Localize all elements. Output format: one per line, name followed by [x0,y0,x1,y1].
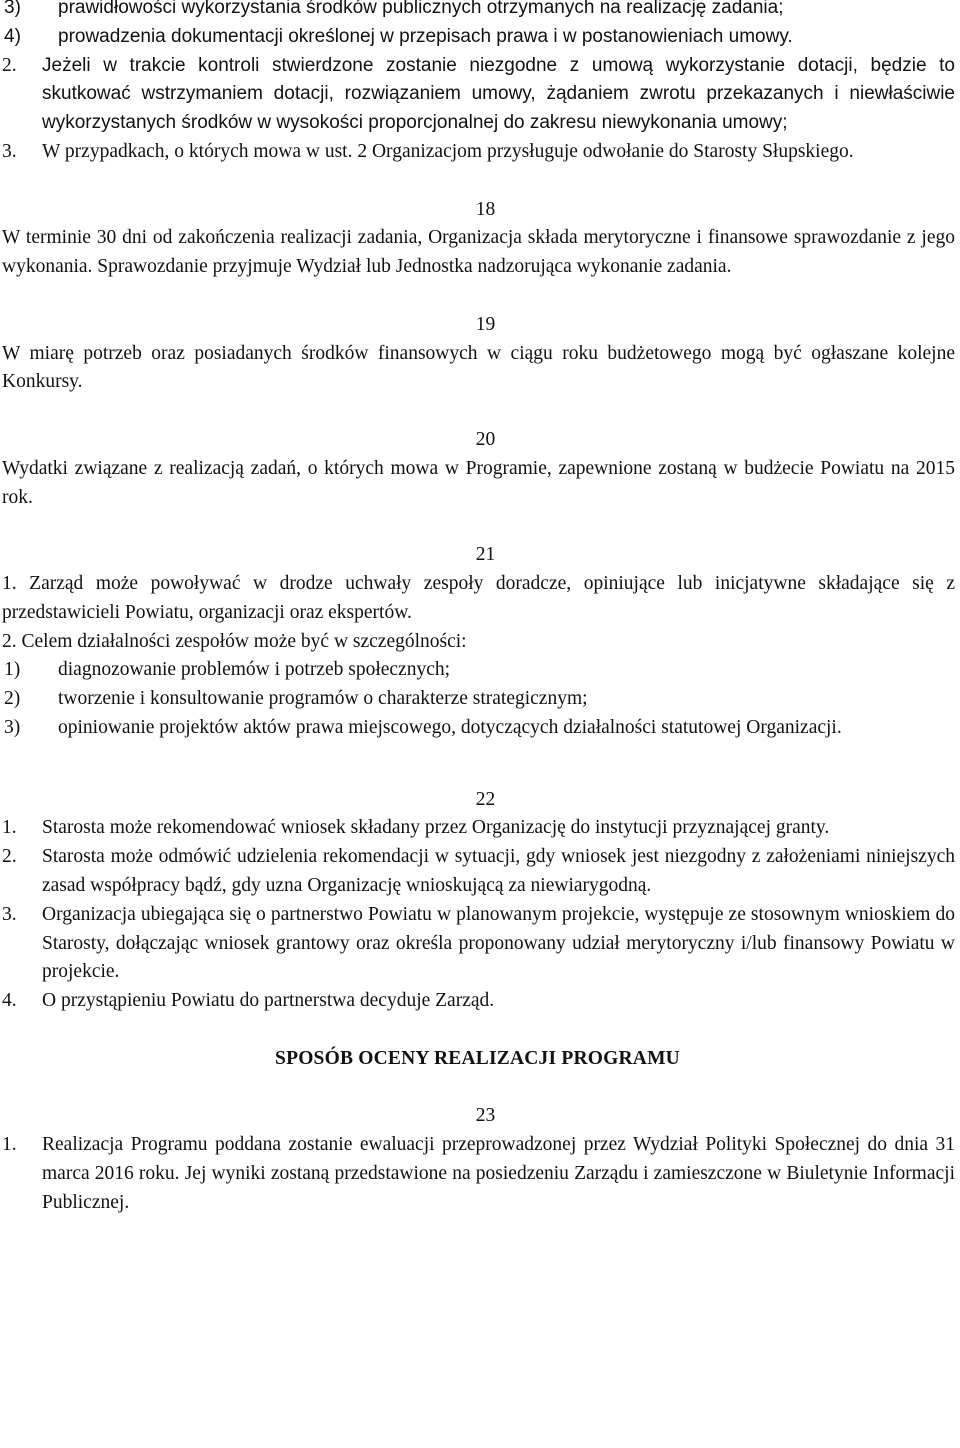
item-text: diagnozowanie problemów i potrzeb społecznych; [58,659,451,681]
list-item [0,901,955,987]
item-number: 1) [4,659,21,681]
spacer [0,1073,955,1102]
list-item [0,714,955,743]
item-text: Realizacja Programu poddana zostanie ewaluacji przeprowadzonej przez Wydział Polityki Społecznej do dnia 31 marca 2016 roku. Jej wyniki zostaną przedstawione na posiedzeniu Zarządu i zamieszczone w Biuletynie Informacji Publicznej. [42,1134,955,1213]
list-item [0,987,955,1016]
item-text: prawidłowości wykorzystania środków publicznych otrzymanych na realizację zadania; [58,0,784,18]
section-text-20: Wydatki związane z realizacją zadań, o których mowa w Programie, zapewnione zostaną w budżecie Powiatu na 2015 rok. [2,457,955,508]
section-title-18: 18 [475,198,496,220]
spacer [0,743,955,772]
item-text: O przystąpieniu Powiatu do partnerstwa decyduje Zarząd. [42,990,495,1012]
list-item [0,52,955,138]
item-number: 1. [2,817,17,839]
section-title-20: 20 [475,428,496,450]
section-text-18: W terminie 30 dni od zakończenia realizacji zadania, Organizacja składa merytoryczne i finansowe sprawozdanie z jego wykonania. Sprawozdanie przyjmuje Wydział lub Jednostka nadzorująca wykonanie zadania. [2,227,955,278]
list-item [0,685,955,714]
section-title-21: 21 [475,544,496,566]
item-number: 1. [2,1134,17,1156]
item-number: 3) [4,716,21,738]
section-text-21-p1: 1. Zarząd może powoływać w drodze uchwały zespoły doradcze, opiniujące lub inicjatywne składające się z przedstawicieli Powiatu, organizacji oraz ekspertów. [2,572,955,623]
list-item [0,656,955,685]
item-text: Starosta może rekomendować wniosek składany przez Organizację do instytucji przyznającej granty. [42,817,830,839]
item-number: 2. [2,846,17,868]
section-text-21-p2: 2. Celem działalności zespołów może być w szczególności: [2,630,467,652]
spacer [0,282,955,311]
item-text: opiniowanie projektów aktów prawa miejscowego, dotyczących działalności statutowej Organizacji. [58,716,842,738]
item-number: 2) [4,688,21,710]
spacer [0,397,955,426]
item-text: Jeżeli w trakcie kontroli stwierdzone zostanie niezgodne z umową wykorzystanie dotacji, będzie to skutkować wstrzymaniem dotacji, rozwiązaniem umowy, żądaniem zwrotu przekazanych i niewłaściwie wykorzystanych środków w wysokości proporcjonalnej do zakresu niewykonania umowy; [42,54,955,134]
item-text: tworzenie i konsultowanie programów o charakterze strategicznym; [58,688,588,710]
item-number: 3. [2,903,17,925]
spacer [0,167,955,196]
spacer [0,772,955,786]
section-title-19: 19 [475,313,496,335]
section-text-19: W miarę potrzeb oraz posiadanych środków finansowych w ciągu roku budżetowego mogą być ogłaszane kolejne Konkursy. [2,342,955,393]
spacer [0,1016,955,1045]
list-item [0,138,955,167]
item-number: 2. [2,54,17,76]
section-title-22: 22 [475,788,496,810]
spacer [0,512,955,541]
item-text: Organizacja ubiegająca się o partnerstwo Powiatu w planowanym projekcie, występuje ze stosownym wnioskiem do Starosty, dołączając wniosek grantowy oraz określa proponowany udział merytoryczny i/lub finansowy Powiatu w projekcie. [42,903,955,983]
chapter-heading: SPOSÓB OCENY REALIZACJI PROGRAMU [275,1047,680,1069]
list-item [0,814,955,843]
list-item [0,0,955,23]
item-text: W przypadkach, o których mowa w ust. 2 Organizacjom przysługuje odwołanie do Starosty Słupskiego. [42,140,854,162]
item-text: prowadzenia dokumentacji określonej w przepisach prawa i w postanowieniach umowy. [58,25,793,47]
item-number: 4. [2,990,17,1012]
list-item [0,1131,955,1217]
section-title-23: 23 [475,1105,496,1127]
item-number: 3) [4,0,21,18]
item-text: Starosta może odmówić udzielenia rekomendacji w sytuacji, gdy wniosek jest niezgodny z założeniami niniejszych zasad współpracy bądź, gdy uzna Organizację wnioskującą za niewiarygodną. [42,846,955,896]
item-number: 3. [2,140,17,162]
list-item [0,23,955,52]
list-item [0,843,955,901]
item-number: 4) [4,25,21,47]
